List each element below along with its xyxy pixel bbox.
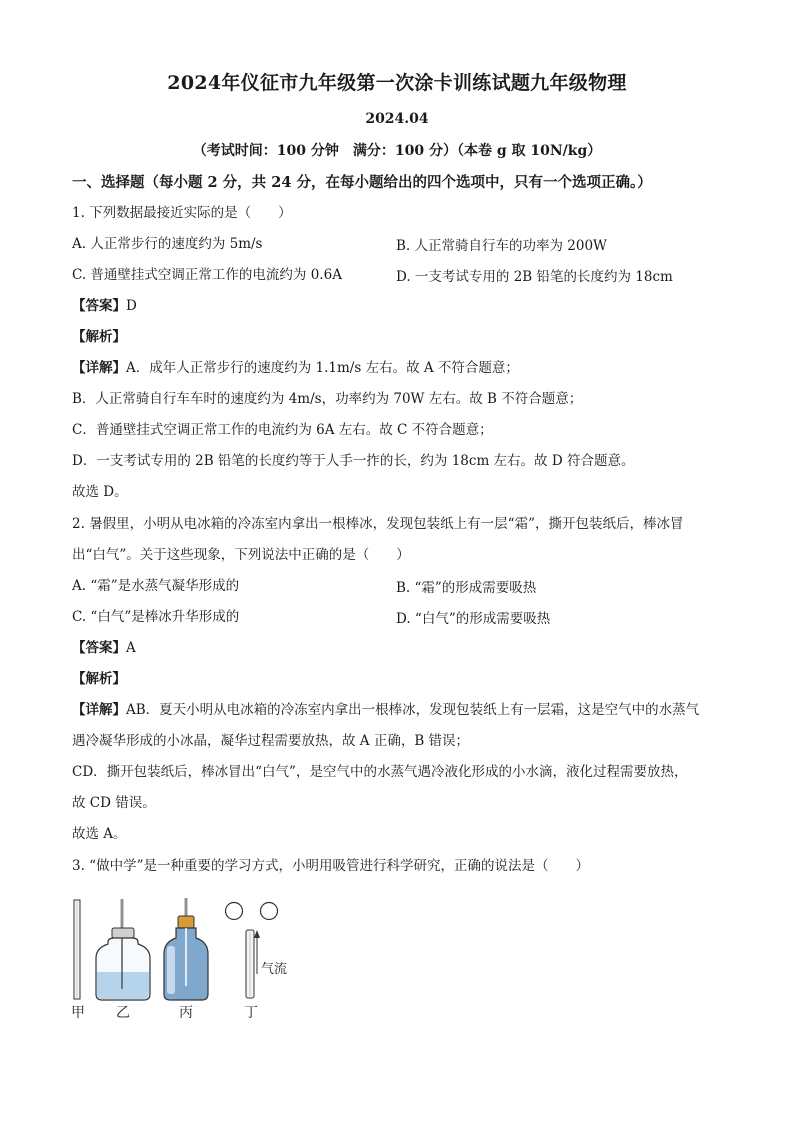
q1-option-d: D. 一支考试专用的 2B 铅笔的长度约为 18cm	[396, 269, 673, 285]
q1-answer	[72, 296, 137, 316]
label-ding: 丁	[244, 1005, 258, 1021]
q1-conclusion: 故选 D。	[72, 484, 128, 500]
q1-option-a: A. 人正常步行的速度约为 5m/s	[72, 236, 263, 252]
q1-stem: 1. 下列数据最接近实际的是（ ）	[72, 205, 292, 221]
q1-option-b: B. 人正常骑自行车的功率为 200W	[396, 238, 607, 254]
detail-text: A．成年人正常步行的速度约为 1.1m/s 左右。故 A 不符合题意；	[126, 360, 519, 376]
section-heading: 一、选择题（每小题 2 分，共 24 分，在每小题给出的四个选项中，只有一个选项正确。）	[72, 174, 652, 191]
answer-value: D	[126, 298, 137, 314]
q2-detail-2: 遇冷凝华形成的小冰晶，凝华过程需要放热，故 A 正确，B 错误；	[72, 733, 470, 749]
q2-analysis-tag: 【解析】	[72, 671, 126, 687]
straw-jia	[74, 900, 80, 999]
q1-detail-3: C．普通壁挂式空调正常工作的电流约为 6A 左右。故 C 不符合题意；	[72, 422, 493, 438]
bottle-bing	[164, 898, 208, 1000]
q2-stem-2: 出“白气”。关于这些现象，下列说法中正确的是（ ）	[72, 547, 410, 563]
q1-detail-1	[72, 358, 519, 378]
q2-option-b: B. “霜”的形成需要吸热	[396, 580, 537, 596]
balls-ding	[226, 903, 278, 999]
detail-tag: 【详解】	[72, 702, 126, 718]
q2-stem-1: 2. 暑假里，小明从电冰箱的冷冻室内拿出一根棒冰，发现包装纸上有一层“霜”，撕开包装纸后，棒冰冒	[72, 516, 684, 532]
label-yi: 乙	[116, 1005, 130, 1021]
answer-tag: 【答案】	[72, 640, 126, 656]
q2-detail-3: CD．撕开包装纸后，棒冰冒出“白气”，是空气中的水蒸气遇冷液化形成的小水滴，液化过程需要放热，	[72, 764, 688, 780]
q2-answer	[72, 638, 136, 658]
detail-tag: 【详解】	[72, 360, 126, 376]
q2-option-a: A. “霜”是水蒸气凝华形成的	[72, 578, 240, 594]
exam-date: 2024.04	[365, 111, 429, 127]
answer-value: A	[126, 640, 136, 656]
q2-option-d: D. “白气”的形成需要吸热	[396, 611, 551, 627]
page-title: 2024年仪征市九年级第一次涂卡训练试题九年级物理	[167, 72, 627, 94]
q2-detail-4: 故 CD 错误。	[72, 795, 156, 811]
jar-yi	[96, 899, 150, 1000]
detail-text: AB．夏天小明从电冰箱的冷冻室内拿出一根棒冰，发现包装纸上有一层霜，这是空气中的水蒸气	[126, 702, 700, 718]
q2-detail-1	[72, 700, 699, 720]
q1-detail-4: D．一支考试专用的 2B 铅笔的长度约等于人手一拃的长，约为 18cm 左右。故 D 符合题意。	[72, 453, 635, 469]
q1-detail-2: B．人正常骑自行车车时的速度约为 4m/s，功率约为 70W 左右。故 B 不符合题意；	[72, 391, 583, 407]
q2-conclusion: 故选 A。	[72, 826, 127, 842]
exam-info: （考试时间：100 分钟 满分：100 分）（本卷 g 取 10N/kg）	[192, 143, 602, 159]
q2-option-c: C. “白气”是棒冰升华形成的	[72, 609, 240, 625]
q1-analysis-tag: 【解析】	[72, 329, 126, 345]
label-airflow: 气流	[261, 962, 288, 977]
label-jia: 甲	[71, 1005, 85, 1021]
straw-experiment-figure	[64, 894, 304, 1024]
answer-tag: 【答案】	[72, 298, 126, 314]
q3-stem: 3. “做中学”是一种重要的学习方式，小明用吸管进行科学研究，正确的说法是（ ）	[72, 858, 589, 874]
label-bing: 丙	[179, 1005, 193, 1021]
q1-option-c: C. 普通壁挂式空调正常工作的电流约为 0.6A	[72, 267, 342, 283]
